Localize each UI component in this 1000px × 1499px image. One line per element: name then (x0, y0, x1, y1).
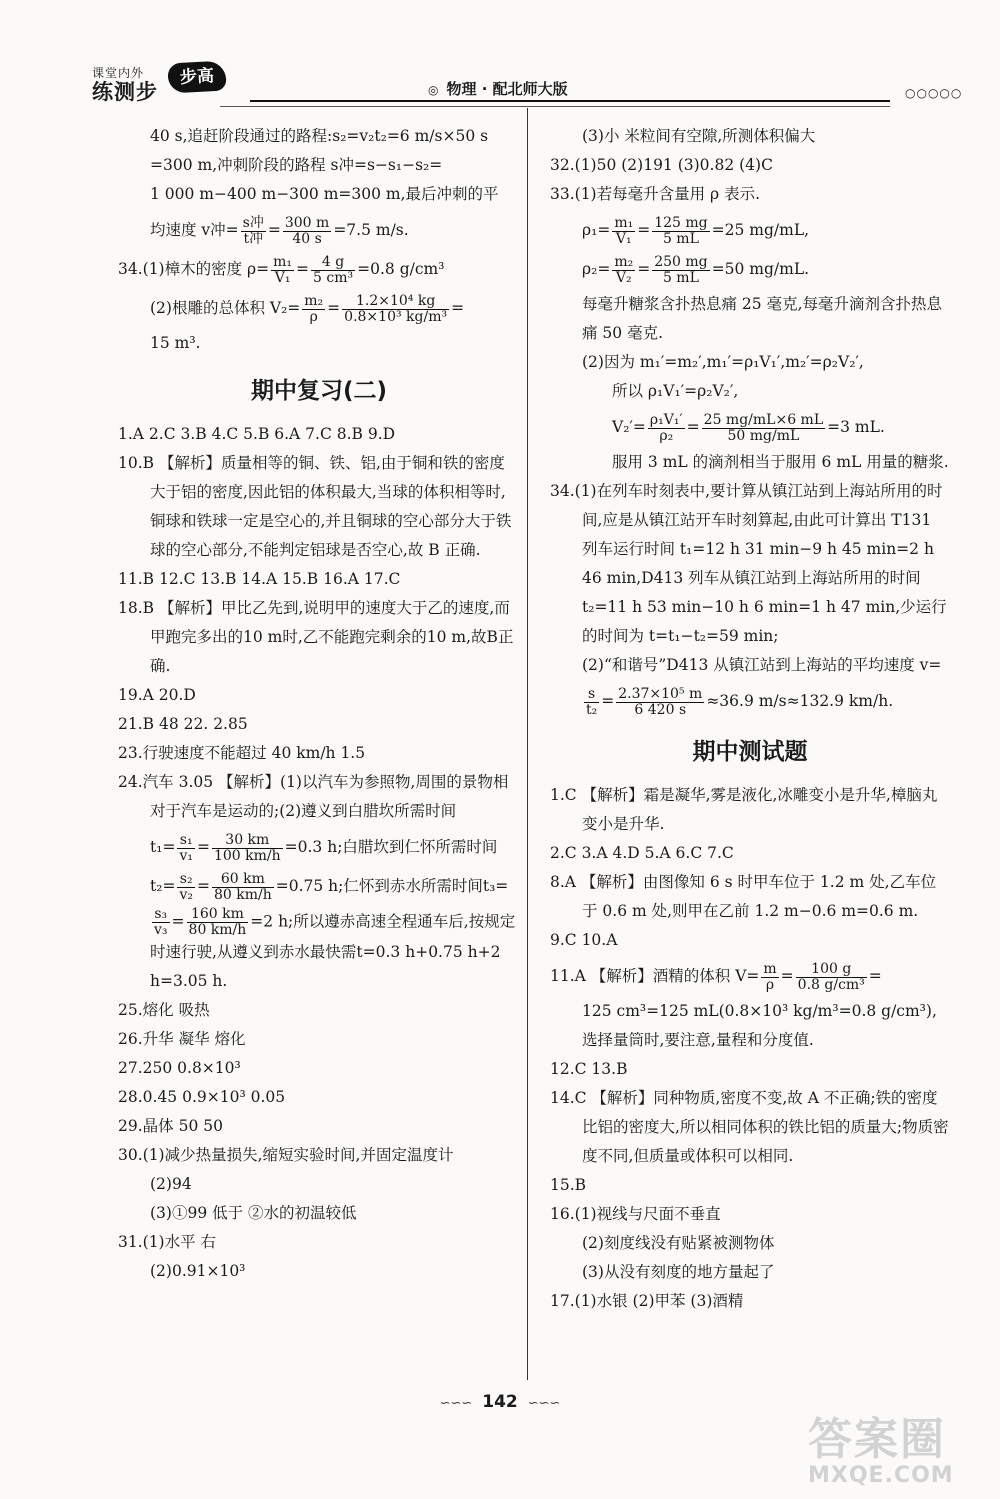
numerator: m₁ (273, 253, 293, 270)
denominator: 0.8×10³ kg/m³ (344, 308, 448, 325)
answer-line: 32.(1)50 (2)191 (3)0.82 (4)C (550, 156, 773, 174)
answer-line: (3)①99 低于 ②水的初温较低 (150, 1204, 357, 1222)
numerator: 60 km (212, 872, 274, 888)
numerator: 4 g (311, 255, 355, 271)
denominator: 6 420 s (634, 701, 687, 718)
watermark-en: MXQE.COM (808, 1463, 954, 1488)
subject-text: 物理 · 配北师大版 (446, 80, 568, 98)
answer-line: 17.(1)水银 (2)甲苯 (3)酒精 (550, 1292, 744, 1310)
brand-top-text: 课堂内外 (92, 66, 145, 80)
fraction (271, 255, 294, 286)
answer-line: 16.(1)视线与尺面不垂直 (550, 1205, 721, 1223)
brand-badge: 步高 (167, 61, 226, 94)
answer-34-1: 34.(1)樟木的密度 ρ= $\frac{\text{m₁}}{\text{V₁}}$ = $\frac{4 g}{\text{5 cm³}}$ =0.8 g/cm³ (118, 253, 445, 286)
answer-34-2: (2)根雕的总体积 V₂= $\frac{\text{m₂}}{\rho}$ = $\frac{\text{1.2×10⁴ kg}}{\text{0.8×10³ kg/m³}}$ = (150, 292, 465, 325)
answer-line: 26.升华 凝华 熔化 (118, 1030, 246, 1048)
page-footer (0, 1392, 1000, 1412)
answer-line: (3)从没有刻度的地方量起了 (582, 1263, 775, 1281)
numerator: 30 km (212, 833, 283, 849)
numerator: 125 mg (654, 214, 708, 231)
answer-line: (3)小 米粒间有空隙,所测体积偏大 (582, 127, 816, 145)
denominator: 0.8 g/cm³ (797, 976, 865, 993)
ornament-right-icon: ∽∽∽ (527, 1396, 561, 1411)
answer-line: 每毫升糖浆含扑热息痛 25 毫克,每毫升滴剂含扑热息痛 50 毫克. (582, 295, 943, 342)
equation-text: =25 mg/mL, (711, 221, 810, 239)
answer-line: (2)0.91×10³ (150, 1262, 246, 1280)
numerator: s₃ (152, 907, 170, 923)
equation-text: =0.8 g/cm³ (357, 260, 445, 278)
watermark-logo (808, 1415, 988, 1495)
page-header (0, 0, 1000, 112)
fraction (652, 255, 709, 286)
fraction (342, 294, 449, 325)
answer-line: 1.A 2.C 3.B 4.C 5.B 6.A 7.C 8.B 9.D (118, 425, 396, 443)
answer-8: 8.A 【解析】由图像知 6 s 时甲车位于 1.2 m 处,乙车位于 0.6 m 处,则甲在乙前 1.2 m−0.6 m=0.6 m. (550, 873, 937, 920)
equation-text: =50 mg/mL. (711, 260, 810, 278)
fraction (212, 872, 274, 903)
equation-text: ρ₁= (582, 221, 611, 239)
numerator: m (763, 960, 777, 977)
numerator: s₁ (177, 833, 195, 849)
equation-line: t₂= $\frac{\text{s₂}}{\text{v₂}}$ = $\frac{60 km}{80 km/h}$ =0.75 h;仁怀到赤水所需时间t₃= (150, 870, 509, 903)
fraction (241, 216, 266, 247)
fraction (311, 255, 355, 286)
equation-line: 均速度 v冲= $\frac{\text{s冲}}{\text{t冲}}$ = $\frac{300 m}{40 s}$ =7.5 m/s. (150, 214, 409, 247)
equation-text: ≈36.9 m/s≈132.9 km/h. (706, 692, 894, 710)
fraction (796, 962, 867, 993)
answer-line: 28.0.45 0.9×10³ 0.05 (118, 1088, 286, 1106)
ornament-left-icon: ∽∽∽ (439, 1396, 473, 1411)
section-heading-midterm-test: 期中测试题 (692, 739, 808, 765)
equation-text: V₂′= (612, 418, 646, 436)
denominator: 100 km/h (213, 847, 281, 864)
equation-text: =2 h;所以遵赤高速全程通车后,按规定时速行驶,从遵义到赤水最快需t=0.3 h+0.75 h+2 h=3.05 h. (150, 912, 516, 990)
answer-34: 34.(1)在列车时刻表中,要计算从镇江站到上海站所用的时间,应是从镇江站开车时刻算起,由此可计算出 T131 列车运行时间 t₁=12 h 31 min−9 h 45 min=2 h 46 min,D413 列车从镇江站到上海站所用的时间 t₂=11 h 53 min−10 h 6 min=1 h 47 min,少运行的时间为 t=t₁−t₂=59 min; (550, 482, 947, 645)
equation-line: t₁= $\frac{\text{s₁}}{\text{v₁}}$ = $\frac{30 km}{100 km/h}$ =0.3 h;白腊坎到仁怀所需时间 (150, 831, 498, 864)
answer-line: 29.晶体 50 50 (118, 1117, 223, 1135)
equation-line: ρ₂= $\frac{\text{m₂}}{\text{V₂}}$ = $\frac{250 mg}{5 mL}$ =50 mg/mL. (582, 253, 810, 286)
equation-line: $\frac{\text{s₃}}{\text{v₃}}$ = $\frac{160 km}{80 km/h}$ =2 h;所以遵赤高速全程通车后,按规定时速行驶,从遵义到赤水最快需t=0.3 h+0.75 h+2 h=3.05 h. (150, 906, 516, 990)
equation-text: =0.75 h;仁怀到赤水所需时间t₃= (275, 877, 509, 895)
answer-line: 27.250 0.8×10³ (118, 1059, 241, 1077)
answer-line: 40 s,追赶阶段通过的路程:s₂=v₂t₂=6 m/s×50 s (150, 127, 489, 145)
answer-line: (2)因为 m₁′=m₂′,m₁′=ρ₁V₁′,m₂′=ρ₂V₂′, (582, 353, 864, 371)
denominator: t₂ (586, 701, 598, 718)
fraction (616, 687, 704, 718)
numerator: s (584, 687, 599, 703)
answer-line: 2.C 3.A 4.D 5.A 6.C 7.C (550, 844, 734, 862)
equation-line: $\frac{s}{\text{t₂}}$ = $\frac{\text{2.37×10⁵ m}}{6 420 s}$ ≈36.9 m/s≈132.9 km/h. (586, 685, 894, 718)
equation-text: t₂= (150, 877, 176, 895)
equation-text: 34.(1)樟木的密度 ρ= (118, 260, 270, 278)
right-column (550, 122, 950, 1316)
fraction (152, 907, 170, 938)
denominator: t冲 (243, 230, 264, 247)
answer-line: 21.B 48 22. 2.85 (118, 715, 248, 733)
denominator: V₁ (615, 230, 632, 247)
answer-line: 9.C 10.A (550, 931, 618, 949)
answer-line: (2)94 (150, 1175, 192, 1193)
denominator: ρ (309, 308, 318, 325)
denominator: V₂ (615, 269, 632, 286)
answer-10: 10.B 【解析】质量相等的铜、铁、铝,由于铜和铁的密度大于铝的密度,因此铝的体积最大,当球的体积相等时,铜球和铁球一定是空心的,并且铜球的空心部分大于铁球的空心部分,不能判定铝球是否空心,故 B 正确. (118, 454, 512, 559)
answer-18: 18.B 【解析】甲比乙先到,说明甲的速度大于乙的速度,而甲跑完多出的10 m时,乙不能跑完剩余的10 m,故B正确. (118, 599, 514, 675)
numerator: ρ₁V₁′ (649, 411, 683, 428)
fraction (612, 216, 635, 247)
equation-text: t₁= (150, 838, 176, 856)
fraction (761, 962, 778, 993)
answer-line: 所以 ρ₁V₁′=ρ₂V₂′, (612, 382, 739, 400)
answer-line: 23.行驶速度不能超过 40 km/h 1.5 (118, 744, 366, 762)
numerator: 300 m (284, 214, 330, 231)
answer-line: 服用 3 mL 的滴剂相当于服用 6 mL 用量的糖浆. (612, 453, 949, 471)
fraction (177, 833, 195, 864)
answer-line: 25.熔化 吸热 (118, 1001, 210, 1019)
numerator: 1.2×10⁴ kg (342, 294, 449, 310)
fraction (212, 833, 283, 864)
numerator: m₂ (304, 292, 324, 309)
fraction (612, 255, 635, 286)
brand-logo (92, 66, 215, 104)
fraction (702, 413, 825, 444)
answer-line: 30.(1)减少热量损失,缩短实验时间,并固定温度计 (118, 1146, 454, 1164)
equation-text: ρ₂= (582, 260, 611, 278)
equation-text: =3 mL. (827, 418, 885, 436)
numerator: 2.37×10⁵ m (618, 685, 703, 702)
answer-line: 31.(1)水平 右 (118, 1233, 217, 1251)
numerator: s₂ (177, 872, 195, 888)
fraction (584, 687, 599, 718)
denominator: v₃ (154, 922, 168, 938)
answer-1: 1.C 【解析】霜是凝华,雾是液化,冰雕变小是升华,樟脑丸变小是升华. (550, 786, 938, 833)
numerator: 250 mg (654, 253, 708, 270)
answer-line: (2)“和谐号”D413 从镇江站到上海站的平均速度 v= (582, 656, 942, 674)
equation-text: =0.3 h;白腊坎到仁怀所需时间 (284, 838, 498, 856)
fraction (302, 294, 325, 325)
denominator: 80 km/h (213, 886, 272, 903)
answer-line: 15 m³. (150, 334, 201, 352)
denominator: v₂ (179, 886, 193, 903)
answer-14: 14.C 【解析】同种物质,密度不变,故 A 不正确;铁的密度比铝的密度大,所以相同体积的铁比铝的质量大;物质密度不同,但质量或体积可以相同. (550, 1089, 949, 1165)
denominator: 5 mL (662, 230, 699, 247)
denominator: v₁ (179, 847, 193, 864)
answer-line: =300 m,冲刺阶段的路程 s冲=s−s₁−s₂= (150, 156, 443, 174)
denominator: 80 km/h (188, 922, 247, 938)
denominator: ρ (765, 976, 775, 993)
answer-line: 1 000 m−400 m−300 m=300 m,最后冲刺的平 (150, 185, 499, 203)
denominator: ρ₂ (659, 427, 674, 444)
brand-main-text: 练测步 (92, 80, 158, 104)
numerator: m₁ (614, 214, 634, 231)
fraction (187, 907, 249, 938)
equation-text: =7.5 m/s. (333, 221, 409, 239)
fraction (652, 216, 709, 247)
numerator: s冲 (242, 214, 264, 231)
target-icon: ◎ (428, 83, 439, 97)
fraction (177, 872, 195, 903)
denominator: 5 cm³ (313, 269, 354, 286)
fraction (648, 413, 685, 444)
decorative-dots-icon: ○○○○○ (905, 86, 963, 100)
numerator: 100 g (796, 962, 867, 978)
equation-text: (2)根雕的总体积 V₂= (150, 299, 301, 317)
answer-line: 33.(1)若每毫升含量用 ρ 表示. (550, 185, 760, 203)
numerator: 25 mg/mL×6 mL (703, 411, 824, 428)
answer-line: 125 cm³=125 mL(0.8×10³ kg/m³=0.8 g/cm³),选择量筒时,要注意,量程和分度值. (582, 1002, 937, 1049)
answer-line: 15.B (550, 1176, 587, 1194)
denominator: 5 mL (662, 269, 699, 286)
subject-title (428, 80, 568, 99)
equation-text: 均速度 v冲= (150, 221, 239, 239)
equation-line: V₂′= $\frac{\text{ρ₁V₁′}}{\text{ρ₂}}$ = $\frac{25 mg/mL\times 6 mL}{50 mg/mL}$ =3 mL. (612, 411, 885, 444)
fraction (283, 216, 331, 247)
column-divider (527, 108, 528, 1380)
answer-line: 12.C 13.B (550, 1060, 628, 1078)
section-heading-midterm-review-2: 期中复习(二) (250, 378, 388, 404)
header-rule-thin (220, 106, 890, 107)
numerator: m₂ (614, 253, 634, 270)
page-number: 142 (482, 1392, 518, 1412)
answer-line: 19.A 20.D (118, 686, 196, 704)
header-rule (250, 100, 890, 102)
numerator: 160 km (187, 907, 249, 923)
answer-line: 11.B 12.C 13.B 14.A 15.B 16.A 17.C (118, 570, 401, 588)
watermark-cn: 答案圈 (808, 1414, 946, 1465)
denominator: 40 s (292, 230, 322, 247)
equation-line: ρ₁= $\frac{\text{m₁}}{\text{V₁}}$ = $\frac{125 mg}{5 mL}$ =25 mg/mL, (582, 214, 810, 247)
answer-11: 11.A 【解析】酒精的体积 V= $\frac{m}{\rho}$ = $\frac{100 g}{\text{0.8 g/cm³}}$ = (550, 960, 882, 993)
answer-line: (2)刻度线没有贴紧被测物体 (582, 1234, 775, 1252)
denominator: 50 mg/mL (727, 427, 800, 444)
left-column (118, 122, 520, 1286)
denominator: V₁ (274, 269, 291, 286)
equation-text: 11.A 【解析】酒精的体积 V= (550, 967, 760, 985)
answer-24: 24.汽车 3.05 【解析】(1)以汽车为参照物,周围的景物相对于汽车是运动的;(2)遵义到白腊坎所需时间 (118, 773, 509, 820)
